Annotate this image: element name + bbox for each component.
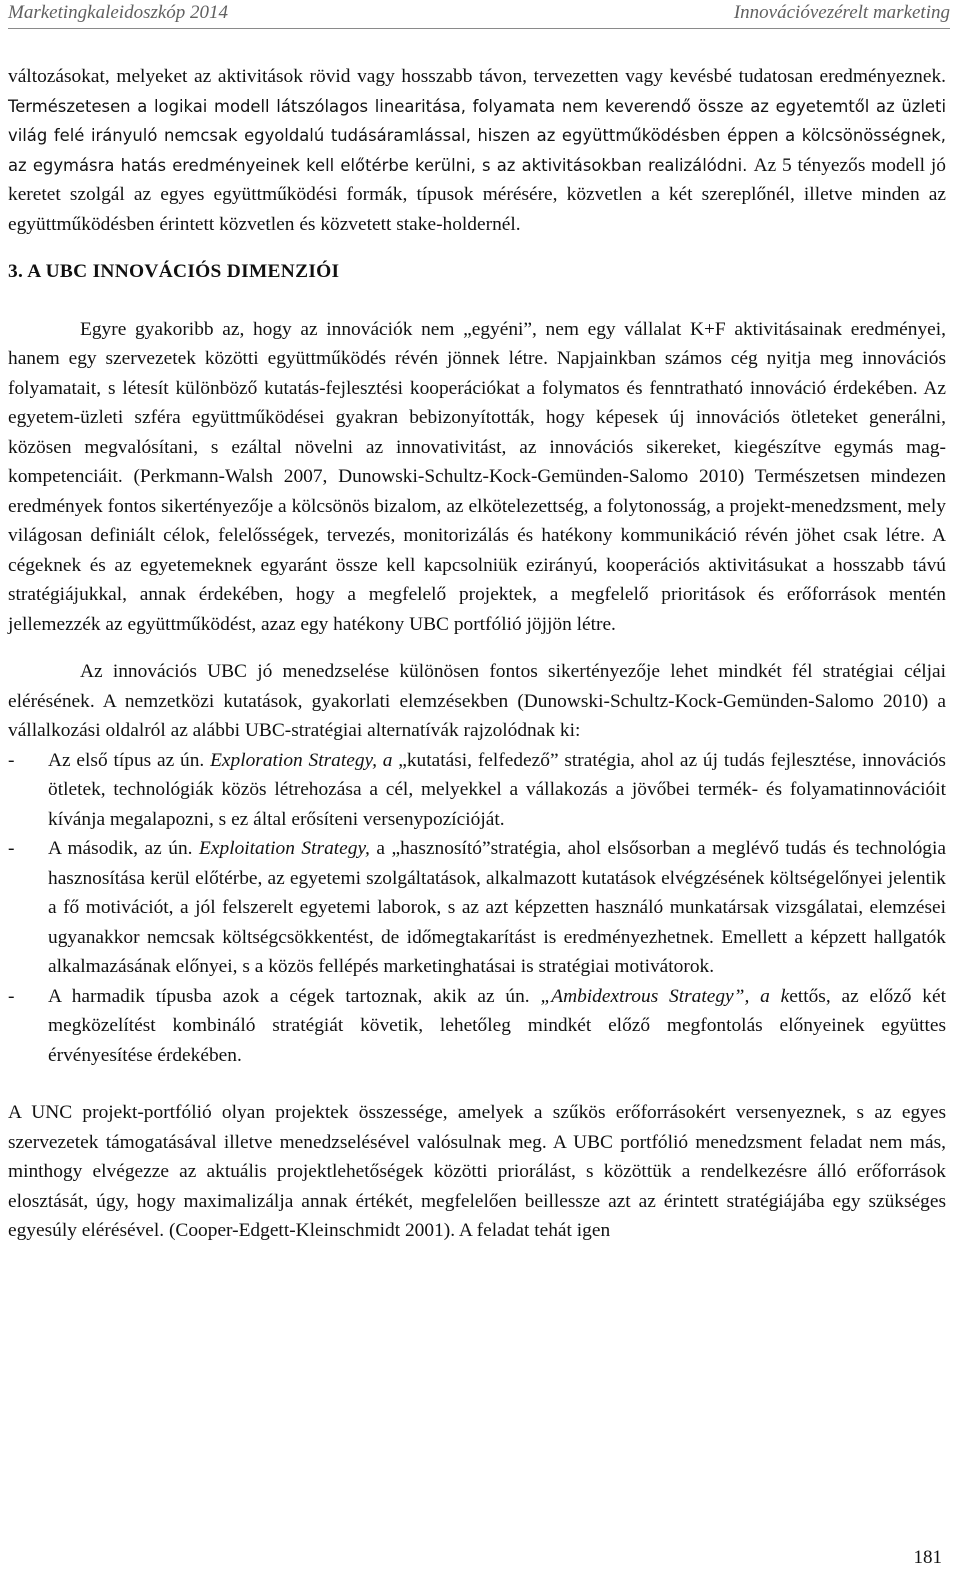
spacer [8, 639, 946, 657]
header-left: Marketingkaleidoszkóp 2014 [8, 2, 229, 23]
list-item [8, 746, 946, 835]
list-item-text: A harmadik típusba azok a cégek tartoznak, akik az ún. [48, 985, 541, 1007]
paragraph-1-sans: Természetesen a logikai modell látszólagos linearitása, folyamata nem keverendő össze az egyetemtől az üzleti világ felé irányuló nemcsak egyoldalú tudásáramlással, hiszen az együttműködésben éppen a kölcsönösségnek, az egymásra hatás eredményeinek kell előtérbe kerülni, s az aktivitásokban realizálódni. [8, 96, 946, 175]
paragraph-4: A UNC projekt-portfólió olyan projektek összessége, amelyek a szűkös erőforrásokért versenyeznek, s az egyes szervezetek támogatásával illetve menedzselésével valósulnak meg. A UBC portfólió menedzsment feladat nem más, minthogy elvégezze az aktuális projektlehetőségek közötti priorálást, s közöttük a rendelkezésre álló erőforrások elosztását, úgy, hogy maximalizálja annak értékét, megfelelően beillessze azt az érintett stratégiájába egy szükséges egyesúly elérésével. (Cooper-Edgett-Kleinschmidt 2001). A feladat tehát igen [8, 1102, 946, 1241]
running-header [8, 2, 950, 29]
list-bullet: - [8, 985, 15, 1007]
body-text [8, 62, 946, 1246]
list-item [8, 834, 946, 982]
list-bullet: - [8, 749, 15, 771]
list-item-text: a „hasznosító”stratégia, ahol elsősorban a meglévő tudás és technológia hasznosítása kerül előtérbe, az egyetemi szolgáltatások, alkalmazott kutatások elvégzésének költségelőnyei jelentik a fő motivációt, a jól felszerelt egyetemi laborok, s az azt képzetten használó munkatársak vizsgálatai, elemzései ugyanakkor nemcsak költségcsökkentést, de időmegtakarítást is eredményezhetnek. Emellett a képzett hallgatók alkalmazásának előnyei, s a közös fellépés marketinghatásai is stratégiai motivátorok. [48, 838, 946, 977]
list-item-emphasis: Exploration Strategy, a [210, 749, 393, 771]
section-heading: 3. A UBC INNOVÁCIÓS DIMENZIÓI [8, 261, 340, 282]
paragraph-2: Egyre gyakoribb az, hogy az innovációk nem „egyéni”, nem egy vállalat K+F aktivitásainak eredményei, hanem egy szervezetek közötti együttműködés révén jönnek létre. Napjainkban számos cég nyitja meg innovációs folyamatait, s létesít különböző kutatás-fejlesztési kooperációkat a folymatos és fenntratható innováció érdekében. Az egyetem-üzleti szféra együttműködései gyakran bebizonyították, hogy képesek új innovációs ötleteket generálni, közösen megvalósítani, s ezáltal növelni az innovativitást, az innovációs sikereket, kiegészítve egymás mag-kompetenciáit. (Perkmann-Walsh 2007, Dunowski-Schultz-Kock-Gemünden-Salomo 2010) Természetsen mindezen eredmények fontos sikertényezője a kölcsönös bizalom, az elkötelezettség, a folytonosság, a projekt-menedzsment, mely világosan definiált célok, felelősségek, tervezés, monitorizálás és hatékony kommunikáció révén jöhet csak létre. A cégeknek és az egyetemeknek egyaránt össze kell kapcsolniük ezirányú, kooperációs aktivitásukat a hosszabb távú stratégiájukkal, annak érdekében, hogy a megfelelő projektek, a megfelelő prioritások és erőforrások mentén jellemezzék az együttműködést, azaz egy hatékony UBC portfólió jöjjön létre. [8, 318, 946, 635]
paragraph-1-start: változásokat, melyeket az aktivitások rövid vagy hosszabb távon, tervezetten vagy kevésbé tudatosan eredményeznek. [8, 66, 946, 87]
paragraph-1 [8, 62, 946, 239]
list-item [8, 982, 946, 1071]
page-number: 181 [913, 1547, 942, 1568]
list-item-emphasis: „Ambidextrous Strategy”, a k [540, 985, 790, 1007]
list-item-text: ettős, az előző két megközelítést kombináló stratégiát követik, lehetőleg mindkét előző megfontolás előnyeinek együttes érvényesítése érdekében. [48, 985, 946, 1066]
header-right: Innovációvezérelt marketing [733, 2, 950, 23]
list-item-emphasis: Exploitation Strategy, [199, 838, 370, 859]
strategy-list [8, 746, 946, 1071]
list-item-text: Az első típus az ún. [48, 749, 211, 771]
list-item-text: „kutatási, felfedező” stratégia, ahol az új tudás fejlesztése, innovációs ötletek, technológiák közös létrehozása a cél, melyekkel a vállakozás a jövőbei termék- és folyamatinnovációit kívánja megalapozni, s ez által erősíteni versenypozícióját. [48, 749, 946, 830]
spacer [8, 1070, 946, 1098]
list-bullet: - [8, 838, 15, 859]
paragraph-3: Az innovációs UBC jó menedzselése különösen fontos sikertényezője lehet mindkét fél stratégiai céljai elérésének. A nemzetközi kutatások, gyakorlati elemzésekben (Dunowski-Schultz-Kock-Gemünden-Salomo 2010) a vállalkozási oldalról az alábbi UBC-stratégiai alternatívák rajzolódnak ki: [8, 661, 946, 741]
paragraph-1-tail: Az 5 tényezős modell jó keretet szolgál az egyes együttműködési formák, típusok mérésére, közvetlen a két szereplőnél, illetve minden az együttműködésben érintett közvetlen és közvetett stake-holdernél. [8, 154, 946, 235]
list-item-text: A második, az ún. [48, 838, 200, 859]
